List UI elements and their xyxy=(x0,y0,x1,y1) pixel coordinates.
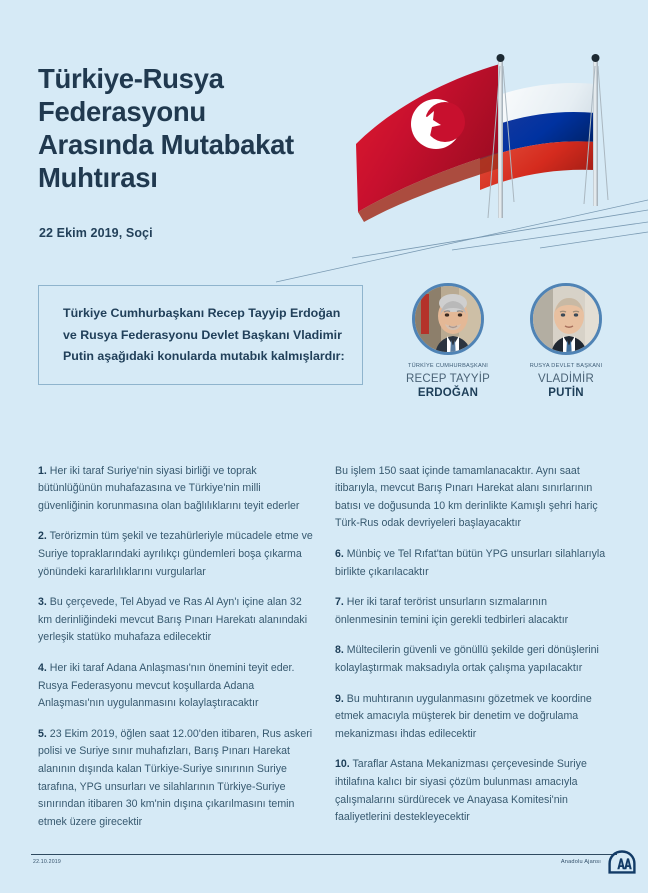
article-text: Mültecilerin güvenli ve gönüllü şekilde geri dönüşlerini kolaylaştırmak maksadıyla ortak çalışma yapılacaktır xyxy=(335,644,599,674)
article-number: 10. xyxy=(335,758,350,771)
turkey-flag xyxy=(356,64,500,222)
erdogan-portrait xyxy=(412,283,484,355)
article-item xyxy=(335,546,610,581)
article-number: 6. xyxy=(335,547,344,560)
article-item xyxy=(38,463,313,516)
title-line-4: Muhtırası xyxy=(38,162,158,193)
article-number: 1. xyxy=(38,464,47,477)
article-text: 23 Ekim 2019, öğlen saat 12.00'den itibaren, Rus askeri polisi ve Suriye sınır muhafızları, Barış Pınarı Harekat alanının dışında kalan Türkiye-Suriye sınırının Suriye tarafına, YPG unsurları ve silahlarının Türkiye-Suriye sınırından itibaren 30 km'nin dışına çıkarılmasını temin etmek üzere girecektir xyxy=(38,727,313,828)
article-item xyxy=(335,463,610,533)
flags-illustration xyxy=(348,52,648,257)
aa-logo-icon xyxy=(608,850,636,874)
leader-putin xyxy=(518,283,614,401)
footer-divider xyxy=(31,854,617,855)
leader-first-name: VLADİMİR xyxy=(538,373,594,385)
articles-column-left xyxy=(38,452,313,831)
article-number: 9. xyxy=(335,692,344,705)
article-text: Her iki taraf Adana Anlaşması'nın önemini teyit eder. Rusya Federasyonu mevcut koşullarda Adana Anlaşması'nın uygulanmasını kolaylaştıracaktır xyxy=(38,661,295,710)
article-item xyxy=(335,594,610,629)
article-number: 2. xyxy=(38,530,47,543)
leaders-group xyxy=(400,283,615,401)
article-item xyxy=(38,528,313,581)
article-number: 3. xyxy=(38,596,47,609)
article-text: Terörizmin tüm şekil ve tezahürleriyle mücadele etme ve Suriye topraklarındaki ayrılıkçı gündemleri boşa çıkarma yönündeki kararlılıklarını vurgularlar xyxy=(38,530,313,578)
article-text: Her iki taraf terörist unsurların sızmalarının önlenmesinin temini için gerekli tedbirleri alacaktır xyxy=(335,596,569,626)
article-number: 8. xyxy=(335,644,344,657)
title-line-3: Arasında Mutabakat xyxy=(38,129,294,160)
leader-last-name: ERDOĞAN xyxy=(417,387,479,399)
article-text: Bu işlem 150 saat içinde tamamlanacaktır. Aynı saat itibarıyla, mevcut Barış Pınarı Harekat alanı sınırlarının batısı ve doğusunda 10 km derinlikte Kamışlı şehri hariç Türk-Rus odak devriyeleri başlayacaktır xyxy=(335,464,598,530)
title-line-1: Türkiye-Rusya xyxy=(38,63,224,94)
page-subtitle: 22 Ekim 2019, Soçi xyxy=(39,226,153,240)
article-number: 4. xyxy=(38,661,47,674)
article-item xyxy=(38,594,313,647)
putin-portrait xyxy=(530,283,602,355)
page-title xyxy=(38,62,378,194)
article-text: Bu muhtıranın uygulanmasını gözetmek ve koordine etmek amacıyla müşterek bir denetim ve doğrulama mekanizması ihdas edilecektir xyxy=(335,692,592,740)
articles-column-right xyxy=(335,452,610,831)
article-item xyxy=(335,756,610,826)
article-item xyxy=(335,642,610,677)
article-text: Her iki taraf Suriye'nin siyasi birliği ve toprak bütünlüğünün muhafazasına ve Türkiye'nin milli güvenliğinin korunmasına olan bağlılıklarını teyit ederler xyxy=(38,464,300,512)
leader-erdogan xyxy=(400,283,496,401)
article-item xyxy=(38,660,313,713)
footer-agency-name: Anadolu Ajansı xyxy=(560,859,601,865)
leader-last-name: PUTİN xyxy=(548,387,584,399)
intro-callout-box xyxy=(38,285,363,385)
title-line-2: Federasyonu xyxy=(38,96,206,127)
article-text: Bu çerçevede, Tel Abyad ve Ras Al Ayn'ı içine alan 32 km derinliğindeki mevcut Barış Pınarı Harekatı alanındaki yerleşik statüko muhafaza edilecektir xyxy=(38,596,308,644)
footer xyxy=(0,845,648,893)
intro-text: Türkiye Cumhurbaşkanı Recep Tayyip Erdoğan ve Rusya Federasyonu Devlet Başkanı Vladimir Putin aşağıdaki konularda mutabık kalmışlardır: xyxy=(63,306,345,363)
header xyxy=(0,0,648,255)
leader-first-name: RECEP TAYYİP xyxy=(406,373,490,385)
articles-columns xyxy=(0,452,648,831)
leader-role-label: TÜRKİYE CUMHURBAŞKANI xyxy=(407,363,489,369)
article-text: Münbiç ve Tel Rıfat'tan bütün YPG unsurları silahlarıyla birlikte çıkarılacaktır xyxy=(335,547,606,578)
leader-role-label: RUSYA DEVLET BAŞKANI xyxy=(529,363,603,369)
article-number: 5. xyxy=(38,727,47,740)
article-number: 7. xyxy=(335,596,344,609)
footer-date: 22.10.2019 xyxy=(33,859,61,865)
article-item xyxy=(38,726,313,832)
article-text: Taraflar Astana Mekanizması çerçevesinde Suriye ihtilafına kalıcı bir siyasi çözüm bulunması amacıyla çalışmalarını sürdürecek ve Anayasa Komitesi'nin faaliyetlerini destekleyecektir xyxy=(335,758,587,824)
article-item xyxy=(335,691,610,744)
